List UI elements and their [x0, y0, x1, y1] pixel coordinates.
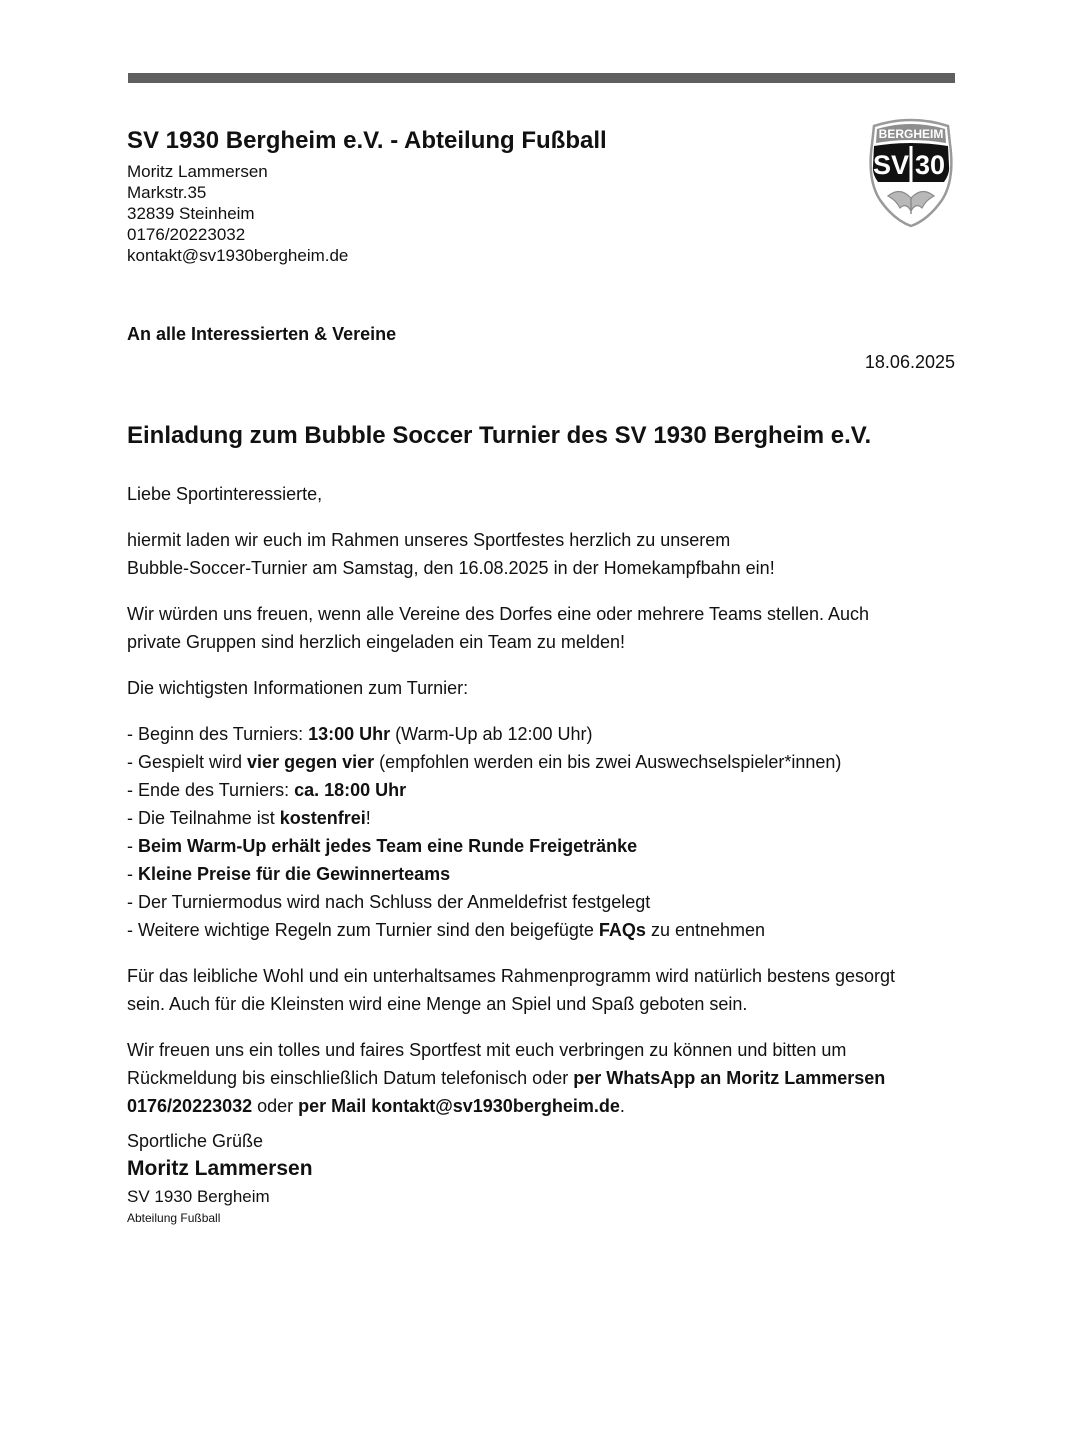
item-bold: ca. 18:00 Uhr	[294, 780, 407, 800]
list-item	[127, 804, 962, 832]
info-heading: Die wichtigsten Informationen zum Turnier:	[127, 678, 469, 698]
item-text: !	[365, 808, 371, 828]
sender-address	[127, 161, 348, 266]
item-text: - Gespielt wird	[127, 752, 248, 772]
logo-right-text: 30	[914, 150, 946, 180]
signer-department: Abteilung Fußball	[127, 1211, 221, 1225]
item-text: zu entnehmen	[645, 920, 766, 940]
teams-line-1: Wir würden uns freuen, wenn alle Vereine des Dorfes eine oder mehrere Teams stellen. Auch	[127, 604, 870, 624]
signer-name: Moritz Lammersen	[127, 1157, 313, 1180]
contact-paragraph	[127, 1036, 962, 1120]
list-item	[127, 888, 962, 916]
salutation: Liebe Sportinteressierte,	[127, 484, 323, 504]
teams-paragraph	[127, 600, 962, 656]
list-item	[127, 832, 962, 860]
organization-title: SV 1930 Bergheim e.V. - Abteilung Fußball	[127, 127, 607, 154]
food-line-1: Für das leibliche Wohl und ein unterhaltsames Rahmenprogramm wird natürlich bestens gesorgt	[127, 966, 896, 986]
food-line-2: sein. Auch für die Kleinsten wird eine Menge an Spiel und Spaß geboten sein.	[127, 994, 748, 1014]
food-paragraph	[127, 962, 962, 1018]
intro-paragraph	[127, 526, 962, 582]
item-bold: Kleine Preise für die Gewinnerteams	[138, 864, 451, 884]
contact-period: .	[619, 1096, 625, 1116]
item-text: - Die Teilnahme ist	[127, 808, 280, 828]
list-item	[127, 748, 962, 776]
letter-body	[127, 480, 962, 1138]
sender-phone: 0176/20223032	[127, 225, 246, 244]
letter-subject: Einladung zum Bubble Soccer Turnier des SV 1930 Bergheim e.V.	[127, 422, 872, 449]
sender-street: Markstr.35	[127, 183, 207, 202]
logo-top-text: BERGHEIM	[878, 127, 944, 141]
item-bold: kostenfrei	[279, 808, 366, 828]
intro-line-1: hiermit laden wir euch im Rahmen unseres Sportfestes herzlich zu unserem	[127, 530, 731, 550]
list-item	[127, 916, 962, 944]
contact-whatsapp: per WhatsApp an Moritz Lammersen	[573, 1068, 886, 1088]
contact-line-1: Wir freuen uns ein tolles und faires Sportfest mit euch verbringen zu können und bitten um	[127, 1040, 847, 1060]
item-text: (Warm-Up ab 12:00 Uhr)	[390, 724, 593, 744]
item-bold: Beim Warm-Up erhält jedes Team eine Runde Freigetränke	[138, 836, 638, 856]
item-text: -	[127, 864, 138, 884]
item-bold: 13:00 Uhr	[308, 724, 391, 744]
sender-city: 32839 Steinheim	[127, 204, 255, 223]
item-bold: FAQs	[598, 920, 646, 940]
club-logo	[866, 116, 956, 228]
intro-line-2: Bubble-Soccer-Turnier am Samstag, den 16.08.2025 in der Homekampfbahn ein!	[127, 558, 775, 578]
letter-date: 18.06.2025	[864, 352, 955, 372]
recipient: An alle Interessierten & Vereine	[127, 324, 397, 344]
item-bold: vier gegen vier	[247, 752, 375, 772]
contact-line-2: Rückmeldung bis einschließlich Datum telefonisch oder	[127, 1068, 574, 1088]
header-rule	[128, 73, 955, 83]
item-text: - Beginn des Turniers:	[127, 724, 309, 744]
signer-club: SV 1930 Bergheim	[127, 1187, 270, 1206]
info-list	[127, 720, 962, 944]
item-text: -	[127, 836, 138, 856]
sender-email: kontakt@sv1930bergheim.de	[127, 246, 349, 265]
logo-left-text: SV	[872, 150, 910, 180]
teams-line-2: private Gruppen sind herzlich eingeladen ein Team zu melden!	[127, 632, 625, 652]
contact-mail: per Mail kontakt@sv1930bergheim.de	[298, 1096, 620, 1116]
item-text: (empfohlen werden ein bis zwei Auswechselspieler*innen)	[374, 752, 842, 772]
sender-name: Moritz Lammersen	[127, 162, 268, 181]
item-text: - Weitere wichtige Regeln zum Turnier sind den beigefügte	[127, 920, 599, 940]
item-text: - Ende des Turniers:	[127, 780, 295, 800]
list-item	[127, 776, 962, 804]
closing-greeting: Sportliche Grüße	[127, 1131, 264, 1151]
contact-or: oder	[252, 1096, 299, 1116]
list-item	[127, 860, 962, 888]
contact-phone: 0176/20223032	[127, 1096, 253, 1116]
signature-block	[127, 1129, 313, 1227]
item-text: - Der Turniermodus wird nach Schluss der Anmeldefrist festgelegt	[127, 892, 651, 912]
list-item	[127, 720, 962, 748]
